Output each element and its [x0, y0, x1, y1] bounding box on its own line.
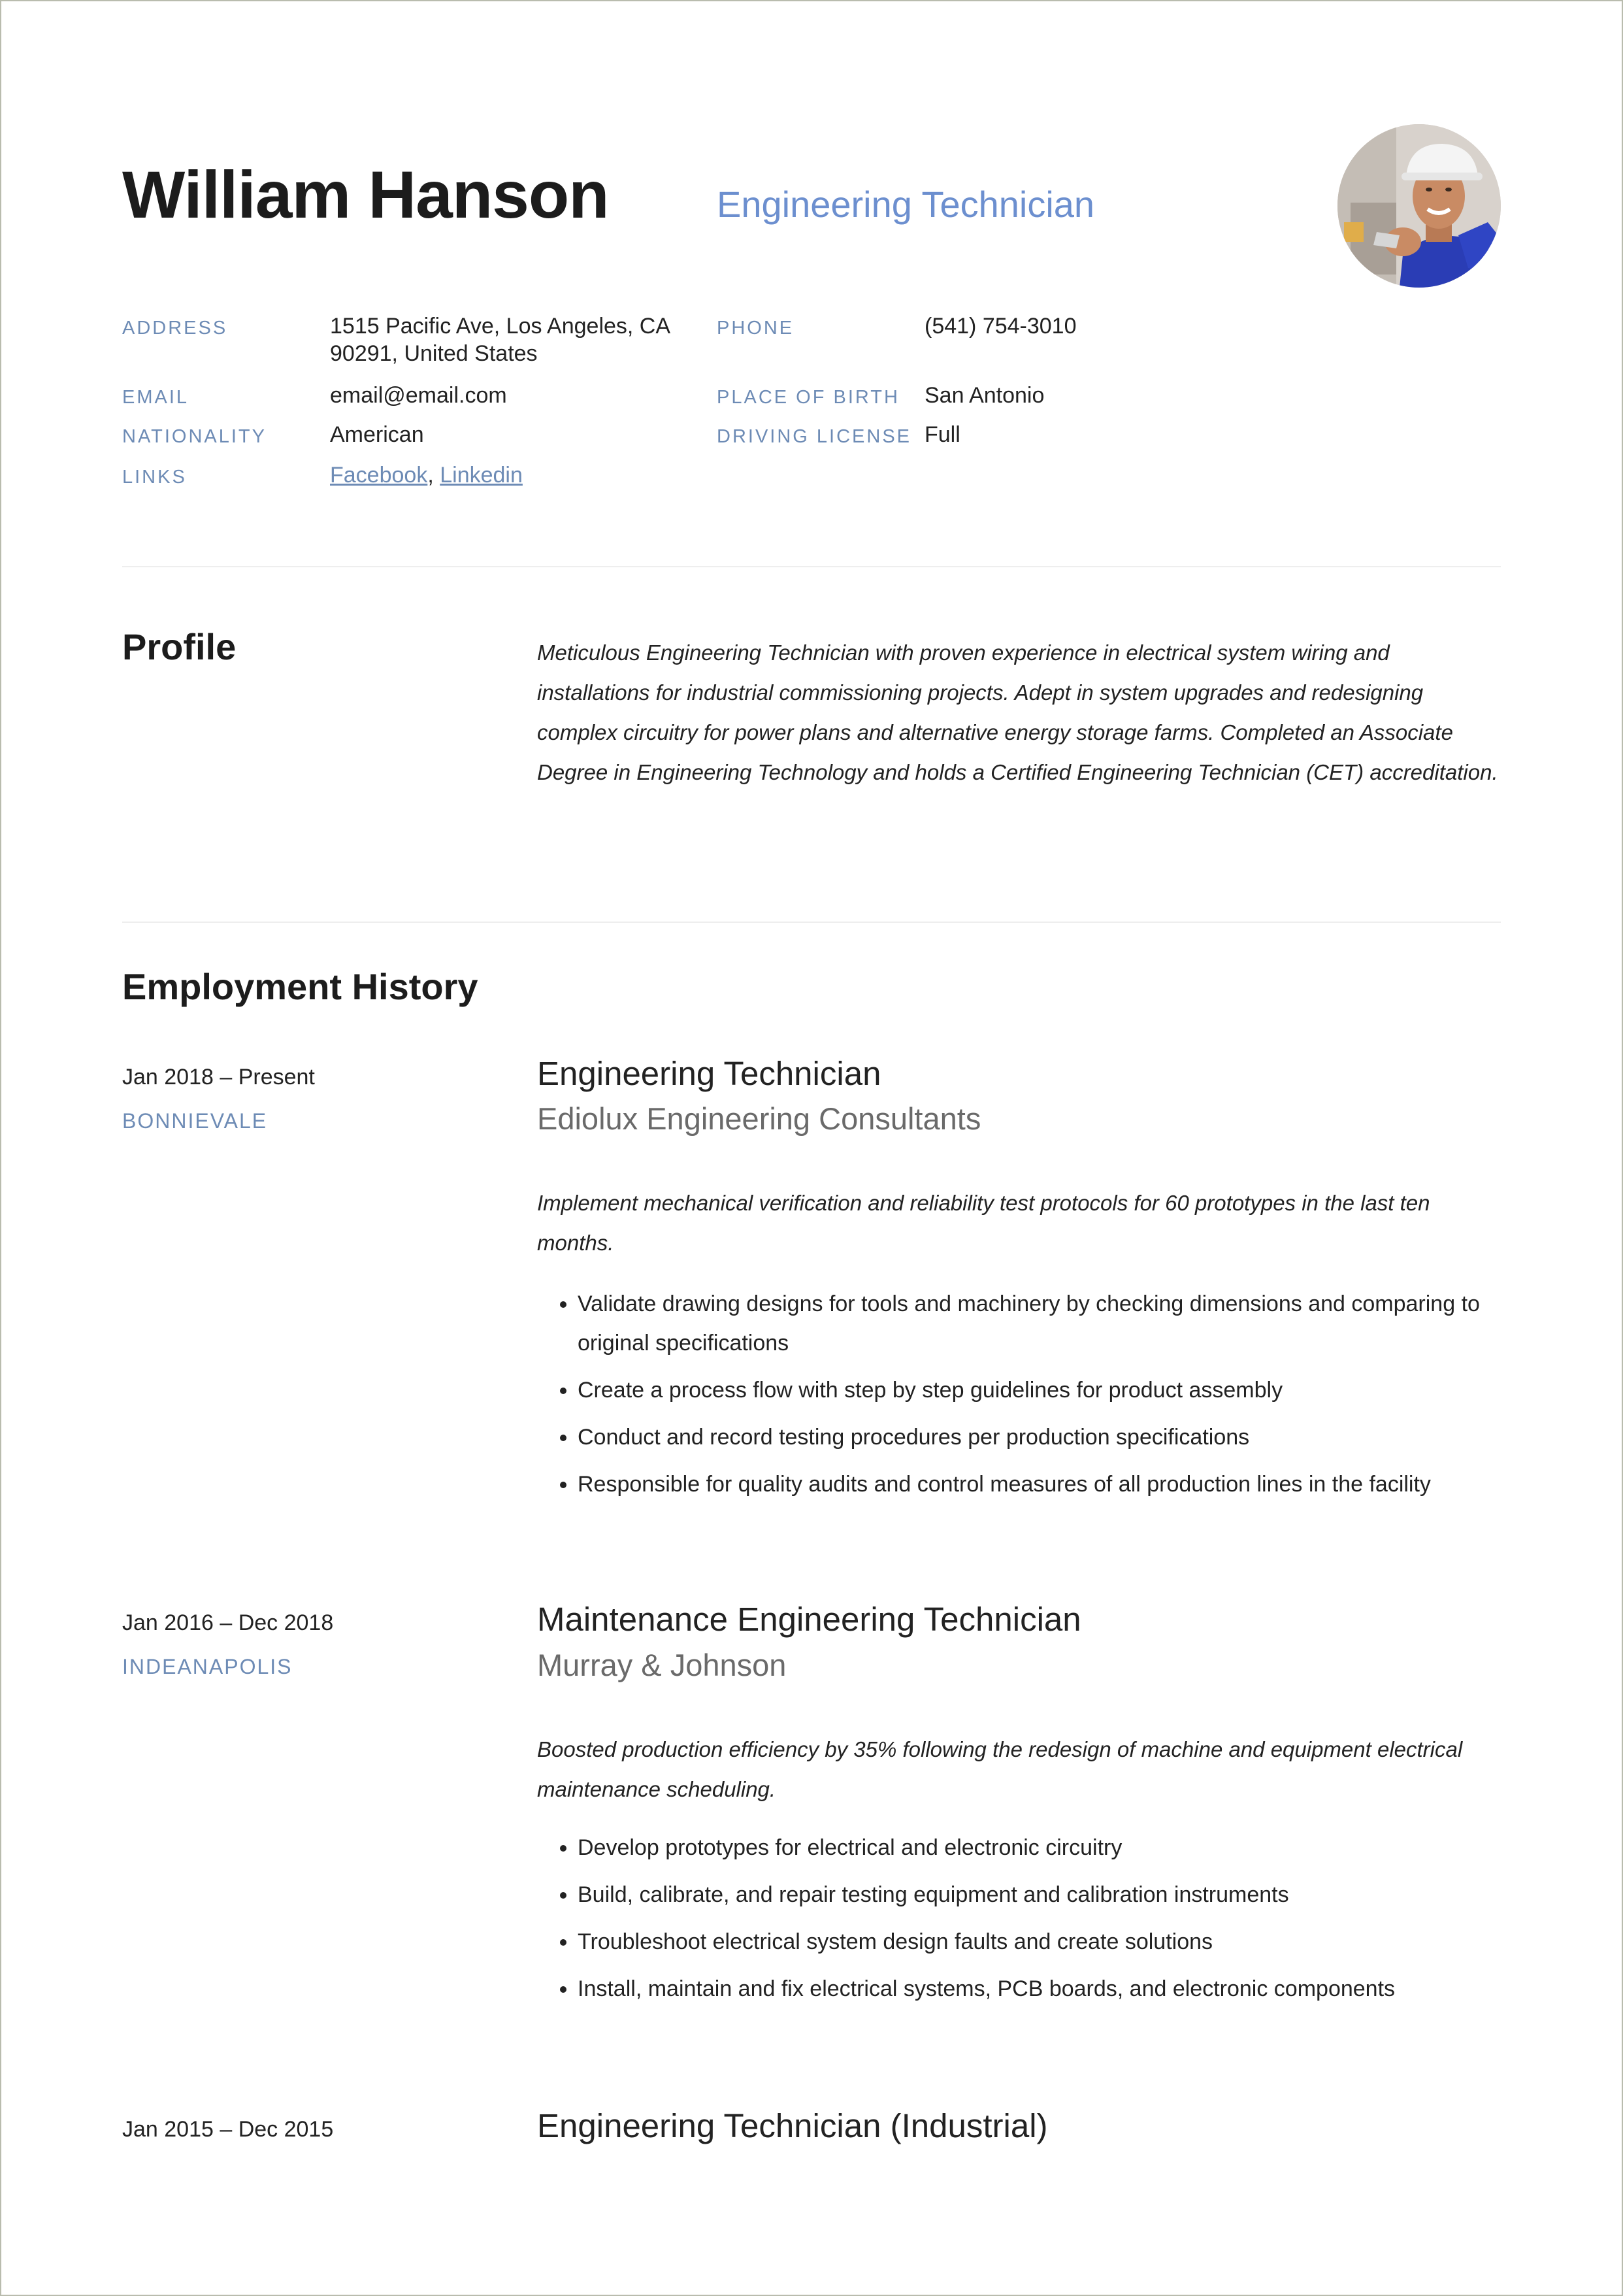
list-item: • Responsible for quality audits and control measures of all production lines in the facility — [578, 1465, 1501, 1504]
place-of-birth-label: PLACE OF BIRTH — [717, 387, 900, 408]
driving-license-label: DRIVING LICENSE — [717, 426, 911, 447]
job-dates: Jan 2018 – Present — [122, 1065, 315, 1090]
place-of-birth-value: San Antonio — [925, 383, 1045, 408]
address-line-1: 1515 Pacific Ave, Los Angeles, CA — [330, 314, 671, 339]
job-summary: Boosted production efficiency by 35% following the redesign of machine and equipment electrical maintenance scheduling. — [537, 1737, 1463, 1801]
list-item: • Install, maintain and fix electrical systems, PCB boards, and electronic components — [578, 1969, 1501, 2008]
employment-heading: Employment History — [122, 966, 478, 1007]
list-item: • Validate drawing designs for tools and machinery by checking dimensions and comparing to original specifications — [578, 1284, 1501, 1363]
address-line-2: 90291, United States — [330, 341, 538, 366]
avatar — [1337, 124, 1501, 288]
job-location: BONNIEVALE — [122, 1109, 268, 1133]
job-location: INDEANAPOLIS — [122, 1655, 293, 1678]
divider — [122, 922, 1501, 923]
list-item: • Create a process flow with step by step guidelines for product assembly — [578, 1371, 1501, 1410]
list-item: • Develop prototypes for electrical and electronic circuitry — [578, 1828, 1501, 1867]
nationality-value: American — [330, 422, 424, 447]
links-value — [330, 461, 523, 489]
nationality-label: NATIONALITY — [122, 426, 267, 447]
list-item: • Build, calibrate, and repair testing equipment and calibration instruments — [578, 1875, 1501, 1914]
facebook-link[interactable]: Facebook — [330, 463, 428, 488]
link-separator: , — [427, 463, 440, 488]
job-role: Engineering Technician (Industrial) — [537, 2107, 1048, 2144]
phone-value: (541) 754-3010 — [925, 314, 1077, 339]
job-title: Engineering Technician — [717, 184, 1095, 225]
candidate-name: William Hanson — [122, 158, 609, 232]
divider — [122, 566, 1501, 567]
job-role: Maintenance Engineering Technician — [537, 1601, 1081, 1638]
avatar-photo — [1337, 124, 1501, 288]
job-summary: Implement mechanical verification and reliability test protocols for 60 prototypes in the last ten months. — [537, 1191, 1430, 1255]
links-label: LINKS — [122, 467, 187, 488]
job-company: Ediolux Engineering Consultants — [537, 1101, 981, 1136]
address-label: ADDRESS — [122, 318, 228, 339]
job-responsibilities — [537, 1284, 1501, 1512]
profile-text: Meticulous Engineering Technician with proven experience in electrical system wiring and installations for industrial commissioning projects. Adept in system upgrades and redesigning complex circuitry for power plans and alternative energy storage farms. Completed an Associate Degree in Engineering Technology and holds a Certified Engineering Technician (CET) accreditation. — [537, 641, 1498, 784]
list-item: • Conduct and record testing procedures per production specifications — [578, 1418, 1501, 1457]
job-dates: Jan 2016 – Dec 2018 — [122, 1610, 334, 1635]
job-company: Murray & Johnson — [537, 1648, 787, 1682]
linkedin-link[interactable]: Linkedin — [440, 463, 523, 488]
profile-heading: Profile — [122, 626, 237, 667]
list-item: • Troubleshoot electrical system design faults and create solutions — [578, 1922, 1501, 1961]
driving-license-value: Full — [925, 422, 960, 447]
job-dates: Jan 2015 – Dec 2015 — [122, 2117, 334, 2142]
job-role: Engineering Technician — [537, 1055, 881, 1092]
email-label: EMAIL — [122, 387, 189, 408]
job-responsibilities — [537, 1828, 1501, 2016]
phone-label: PHONE — [717, 318, 795, 339]
email-value: email@email.com — [330, 383, 507, 408]
